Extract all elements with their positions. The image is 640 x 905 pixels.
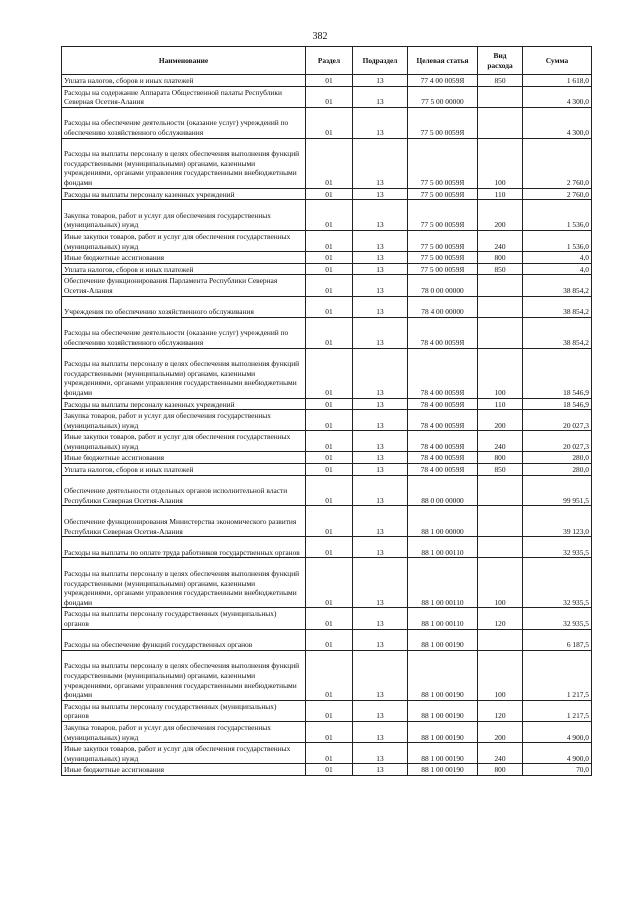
row-section-cell: 01	[306, 722, 353, 743]
row-target-cell: 78 4 00 0059Я	[408, 348, 478, 398]
table-row	[62, 452, 592, 464]
table-row	[62, 188, 592, 200]
row-type-cell	[478, 629, 523, 650]
row-amount-cell: 70,0	[523, 764, 592, 776]
row-section-cell: 01	[306, 700, 353, 721]
row-name-cell: Обеспечение функционирования Парламента Республики Северная Осетия-Алания	[62, 275, 306, 296]
row-section-cell: 01	[306, 475, 353, 506]
table-row	[62, 629, 592, 650]
row-amount-cell: 38 854,2	[523, 317, 592, 348]
row-amount-cell: 4 300,0	[523, 86, 592, 107]
row-amount-cell: 4,0	[523, 252, 592, 264]
table-row	[62, 263, 592, 275]
row-target-cell: 88 1 00 00110	[408, 608, 478, 629]
row-section-cell: 01	[306, 464, 353, 476]
row-target-cell: 77 5 00 0059Я	[408, 252, 478, 264]
row-name-cell: Расходы на выплаты персоналу в целях обеспечения выполнения функций государственными (муниципальными) органами, казенными учреждениями, органами управления государственными внебюджетными фондами	[62, 558, 306, 608]
row-amount-cell: 99 951,5	[523, 475, 592, 506]
row-amount-cell: 38 854,2	[523, 275, 592, 296]
row-name-cell: Закупка товаров, работ и услуг для обеспечения государственных (муниципальных) нужд	[62, 200, 306, 231]
table-row	[62, 764, 592, 776]
row-amount-cell: 20 027,3	[523, 410, 592, 431]
row-type-cell	[478, 275, 523, 296]
row-name-cell: Уплата налогов, сборов и иных платежей	[62, 464, 306, 476]
row-name-cell: Иные закупки товаров, работ и услуг для обеспечения государственных (муниципальных) нужд	[62, 230, 306, 251]
row-subsection-cell: 13	[353, 86, 408, 107]
row-target-cell: 88 1 00 00190	[408, 743, 478, 764]
row-name-cell: Иные бюджетные ассигнования	[62, 252, 306, 264]
row-amount-cell: 1 217,5	[523, 650, 592, 700]
row-name-cell: Расходы на обеспечение деятельности (оказание услуг) учреждений по обеспечению хозяйственного обслуживания	[62, 107, 306, 138]
row-target-cell: 88 1 00 00190	[408, 700, 478, 721]
row-type-cell: 850	[478, 263, 523, 275]
row-name-cell: Расходы на выплаты по оплате труда работников государственных органов	[62, 537, 306, 558]
row-section-cell: 01	[306, 263, 353, 275]
row-section-cell: 01	[306, 317, 353, 348]
header-target: Целевая статья	[408, 47, 478, 75]
table-body	[62, 75, 592, 776]
row-amount-cell: 4 900,0	[523, 722, 592, 743]
row-type-cell	[478, 317, 523, 348]
row-target-cell: 78 4 00 0059Я	[408, 452, 478, 464]
row-amount-cell: 6 187,5	[523, 629, 592, 650]
row-amount-cell: 2 760,0	[523, 138, 592, 188]
row-subsection-cell: 13	[353, 75, 408, 87]
table-row	[62, 608, 592, 629]
table-row	[62, 348, 592, 398]
row-subsection-cell: 13	[353, 230, 408, 251]
row-type-cell: 100	[478, 650, 523, 700]
row-target-cell: 77 5 00 00000	[408, 86, 478, 107]
table-row	[62, 650, 592, 700]
row-type-cell: 800	[478, 764, 523, 776]
row-amount-cell: 1 618,0	[523, 75, 592, 87]
row-subsection-cell: 13	[353, 317, 408, 348]
table-row	[62, 86, 592, 107]
row-section-cell: 01	[306, 252, 353, 264]
row-amount-cell: 2 760,0	[523, 188, 592, 200]
row-subsection-cell: 13	[353, 764, 408, 776]
row-type-cell	[478, 475, 523, 506]
table-row	[62, 410, 592, 431]
row-target-cell: 77 5 00 0059Я	[408, 200, 478, 231]
row-target-cell: 88 1 00 00110	[408, 558, 478, 608]
row-name-cell: Расходы на обеспечение функций государственных органов	[62, 629, 306, 650]
row-type-cell: 110	[478, 188, 523, 200]
table-row	[62, 107, 592, 138]
row-subsection-cell: 13	[353, 464, 408, 476]
row-target-cell: 88 1 00 00190	[408, 650, 478, 700]
row-type-cell: 200	[478, 200, 523, 231]
row-name-cell: Расходы на выплаты персоналу казенных учреждений	[62, 188, 306, 200]
row-amount-cell: 39 123,0	[523, 506, 592, 537]
budget-table	[61, 46, 592, 776]
table-row	[62, 475, 592, 506]
table-row	[62, 722, 592, 743]
row-amount-cell: 20 027,3	[523, 431, 592, 452]
row-type-cell: 850	[478, 464, 523, 476]
row-name-cell: Иные закупки товаров, работ и услуг для обеспечения государственных (муниципальных) нужд	[62, 431, 306, 452]
row-type-cell: 800	[478, 452, 523, 464]
row-amount-cell: 18 546,9	[523, 348, 592, 398]
header-subsection: Подраздел	[353, 47, 408, 75]
row-section-cell: 01	[306, 650, 353, 700]
row-name-cell: Уплата налогов, сборов и иных платежей	[62, 75, 306, 87]
table-row	[62, 743, 592, 764]
table-header	[62, 47, 592, 75]
row-type-cell: 240	[478, 431, 523, 452]
row-name-cell: Расходы на выплаты персоналу государственных (муниципальных) органов	[62, 700, 306, 721]
row-amount-cell: 18 546,9	[523, 398, 592, 410]
row-type-cell	[478, 537, 523, 558]
row-subsection-cell: 13	[353, 743, 408, 764]
row-subsection-cell: 13	[353, 263, 408, 275]
row-type-cell: 200	[478, 410, 523, 431]
row-subsection-cell: 13	[353, 296, 408, 317]
row-amount-cell: 4 300,0	[523, 107, 592, 138]
row-subsection-cell: 13	[353, 537, 408, 558]
row-name-cell: Расходы на обеспечение деятельности (оказание услуг) учреждений по обеспечению хозяйственного обслуживания	[62, 317, 306, 348]
row-type-cell: 110	[478, 398, 523, 410]
row-name-cell: Иные бюджетные ассигнования	[62, 452, 306, 464]
table-row	[62, 275, 592, 296]
page-number: 382	[312, 31, 328, 42]
row-section-cell: 01	[306, 410, 353, 431]
row-amount-cell: 280,0	[523, 452, 592, 464]
row-target-cell: 78 4 00 0059Я	[408, 431, 478, 452]
row-amount-cell: 38 854,2	[523, 296, 592, 317]
row-section-cell: 01	[306, 107, 353, 138]
row-target-cell: 77 4 00 0059Я	[408, 75, 478, 87]
row-subsection-cell: 13	[353, 410, 408, 431]
row-section-cell: 01	[306, 608, 353, 629]
row-section-cell: 01	[306, 506, 353, 537]
row-section-cell: 01	[306, 743, 353, 764]
row-type-cell: 120	[478, 700, 523, 721]
table-row	[62, 230, 592, 251]
row-name-cell: Закупка товаров, работ и услуг для обеспечения государственных (муниципальных) нужд	[62, 410, 306, 431]
table-row	[62, 200, 592, 231]
row-name-cell: Уплата налогов, сборов и иных платежей	[62, 263, 306, 275]
row-amount-cell: 280,0	[523, 464, 592, 476]
row-section-cell: 01	[306, 558, 353, 608]
row-target-cell: 78 4 00 00000	[408, 296, 478, 317]
row-type-cell: 100	[478, 138, 523, 188]
row-section-cell: 01	[306, 398, 353, 410]
row-section-cell: 01	[306, 431, 353, 452]
row-type-cell	[478, 296, 523, 317]
row-type-cell: 240	[478, 743, 523, 764]
table-row	[62, 75, 592, 87]
row-target-cell: 78 4 00 0059Я	[408, 398, 478, 410]
row-type-cell: 800	[478, 252, 523, 264]
row-subsection-cell: 13	[353, 200, 408, 231]
row-type-cell	[478, 107, 523, 138]
row-subsection-cell: 13	[353, 138, 408, 188]
row-subsection-cell: 13	[353, 275, 408, 296]
row-target-cell: 88 1 00 00110	[408, 537, 478, 558]
row-type-cell: 240	[478, 230, 523, 251]
row-subsection-cell: 13	[353, 431, 408, 452]
row-target-cell: 78 4 00 0059Я	[408, 410, 478, 431]
row-name-cell: Расходы на выплаты персоналу казенных учреждений	[62, 398, 306, 410]
header-section: Раздел	[306, 47, 353, 75]
row-subsection-cell: 13	[353, 722, 408, 743]
table-row	[62, 431, 592, 452]
row-type-cell: 120	[478, 608, 523, 629]
row-section-cell: 01	[306, 764, 353, 776]
row-section-cell: 01	[306, 200, 353, 231]
row-name-cell: Обеспечение функционирования Министерства экономического развития Республики Северная Осетия-Алания	[62, 506, 306, 537]
row-subsection-cell: 13	[353, 252, 408, 264]
row-name-cell: Расходы на выплаты персоналу в целях обеспечения выполнения функций государственными (муниципальными) органами, казенными учреждениями, органами управления государственными внебюджетными фондами	[62, 348, 306, 398]
row-target-cell: 78 0 00 00000	[408, 275, 478, 296]
header-amount: Сумма	[523, 47, 592, 75]
row-target-cell: 77 5 00 0059Я	[408, 107, 478, 138]
row-section-cell: 01	[306, 537, 353, 558]
header-name: Наименование	[62, 47, 306, 75]
row-subsection-cell: 13	[353, 558, 408, 608]
table-row	[62, 558, 592, 608]
row-target-cell: 77 5 00 0059Я	[408, 188, 478, 200]
row-target-cell: 88 1 00 00190	[408, 629, 478, 650]
row-name-cell: Учреждения по обеспечению хозяйственного обслуживания	[62, 296, 306, 317]
row-subsection-cell: 13	[353, 107, 408, 138]
row-amount-cell: 1 536,0	[523, 230, 592, 251]
table-row	[62, 537, 592, 558]
header-expense-type: Вид расхода	[478, 47, 523, 75]
table-row	[62, 252, 592, 264]
row-amount-cell: 4,0	[523, 263, 592, 275]
row-amount-cell: 32 935,5	[523, 537, 592, 558]
row-target-cell: 77 5 00 0059Я	[408, 230, 478, 251]
row-target-cell: 77 5 00 0059Я	[408, 263, 478, 275]
row-subsection-cell: 13	[353, 348, 408, 398]
row-subsection-cell: 13	[353, 452, 408, 464]
row-name-cell: Расходы на содержание Аппарата Общественной палаты Республики Северная Осетия-Алания	[62, 86, 306, 107]
row-name-cell: Иные закупки товаров, работ и услуг для обеспечения государственных (муниципальных) нужд	[62, 743, 306, 764]
row-section-cell: 01	[306, 75, 353, 87]
table-row	[62, 138, 592, 188]
table-row	[62, 464, 592, 476]
row-type-cell: 100	[478, 348, 523, 398]
table-row	[62, 398, 592, 410]
row-name-cell: Обеспечение деятельности отдельных органов исполнительной власти Республики Северная Осетия-Алания	[62, 475, 306, 506]
table-row	[62, 296, 592, 317]
row-section-cell: 01	[306, 138, 353, 188]
row-name-cell: Расходы на выплаты персоналу в целях обеспечения выполнения функций государственными (муниципальными) органами, казенными учреждениями, органами управления государственными внебюджетными фондами	[62, 650, 306, 700]
row-name-cell: Закупка товаров, работ и услуг для обеспечения государственных (муниципальных) нужд	[62, 722, 306, 743]
row-amount-cell: 32 935,5	[523, 608, 592, 629]
row-amount-cell: 4 900,0	[523, 743, 592, 764]
row-subsection-cell: 13	[353, 506, 408, 537]
row-target-cell: 88 1 00 00190	[408, 722, 478, 743]
row-section-cell: 01	[306, 348, 353, 398]
row-target-cell: 88 0 00 00000	[408, 475, 478, 506]
row-section-cell: 01	[306, 452, 353, 464]
row-name-cell: Расходы на выплаты персоналу в целях обеспечения выполнения функций государственными (муниципальными) органами, казенными учреждениями, органами управления государственными внебюджетными фондами	[62, 138, 306, 188]
row-target-cell: 88 1 00 00000	[408, 506, 478, 537]
row-target-cell: 78 4 00 0059Я	[408, 317, 478, 348]
row-amount-cell: 32 935,5	[523, 558, 592, 608]
row-subsection-cell: 13	[353, 629, 408, 650]
row-subsection-cell: 13	[353, 188, 408, 200]
row-amount-cell: 1 217,5	[523, 700, 592, 721]
row-subsection-cell: 13	[353, 475, 408, 506]
row-section-cell: 01	[306, 188, 353, 200]
row-type-cell: 100	[478, 558, 523, 608]
row-name-cell: Иные бюджетные ассигнования	[62, 764, 306, 776]
row-subsection-cell: 13	[353, 398, 408, 410]
row-subsection-cell: 13	[353, 700, 408, 721]
row-subsection-cell: 13	[353, 650, 408, 700]
row-target-cell: 78 4 00 0059Я	[408, 464, 478, 476]
row-amount-cell: 1 536,0	[523, 200, 592, 231]
row-type-cell	[478, 506, 523, 537]
table-row	[62, 700, 592, 721]
row-target-cell: 88 1 00 00190	[408, 764, 478, 776]
row-name-cell: Расходы на выплаты персоналу государственных (муниципальных) органов	[62, 608, 306, 629]
row-target-cell: 77 5 00 0059Я	[408, 138, 478, 188]
row-section-cell: 01	[306, 296, 353, 317]
table-row	[62, 317, 592, 348]
row-subsection-cell: 13	[353, 608, 408, 629]
row-section-cell: 01	[306, 86, 353, 107]
table-row	[62, 506, 592, 537]
row-type-cell	[478, 86, 523, 107]
row-section-cell: 01	[306, 629, 353, 650]
row-section-cell: 01	[306, 230, 353, 251]
row-section-cell: 01	[306, 275, 353, 296]
row-type-cell: 200	[478, 722, 523, 743]
row-type-cell: 850	[478, 75, 523, 87]
